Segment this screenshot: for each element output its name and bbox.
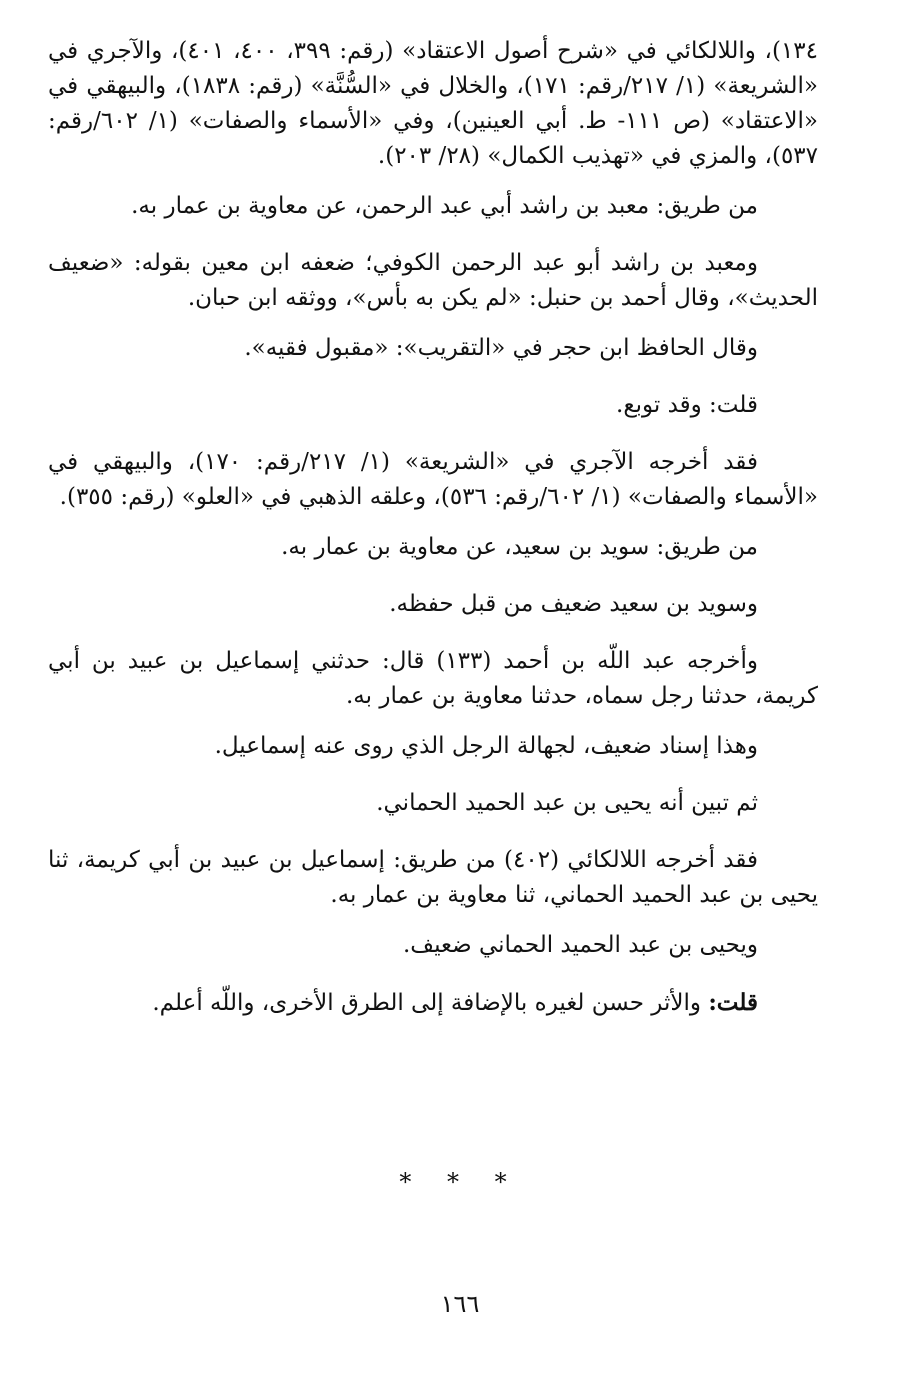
paragraph-chain-suwayd: من طريق: سويد بن سعيد، عن معاوية بن عمار به. [281,534,758,560]
paragraph-identified: ثم تبين أنه يحيى بن عبد الحميد الحماني. [376,790,758,816]
page-body [48,34,818,1043]
conclusion-text: والأثر حسن لغيره بالإضافة إلى الطرق الأخرى، واللّه أعلم. [152,990,701,1016]
paragraph-ibn-hajar: وقال الحافظ ابن حجر في «التقريب»: «مقبول فقيه». [244,335,758,361]
paragraph-chain-mabad: من طريق: معبد بن راشد أبي عبد الرحمن، عن معاوية بن عمار به. [131,193,758,219]
paragraph-abdullah-ahmad: وأخرجه عبد اللّه بن أحمد (١٣٣) قال: حدثني إسماعيل بن عبيد بن أبي كريمة، حدثنا رجل سماه، حدثنا معاوية بن عمار به. [48,648,818,709]
paragraph-conclusion [48,985,818,1021]
paragraph-lalakai: فقد أخرجه اللالكائي (٤٠٢) من طريق: إسماعيل بن عبيد بن أبي كريمة، ثنا يحيى بن عبد الحميد الحماني، ثنا معاوية بن عمار به. [48,847,818,908]
paragraph-mabad-grading: ومعبد بن راشد أبو عبد الرحمن الكوفي؛ ضعفه ابن معين بقوله: «ضعيف الحديث»، وقال أحمد بن حنبل: «لم يكن به بأس»، ووثقه ابن حبان. [48,250,818,311]
paragraph-suwayd-grading: وسويد بن سعيد ضعيف من قبل حفظه. [389,591,758,617]
paragraph-weak-isnad: وهذا إسناد ضعيف، لجهالة الرجل الذي روى عنه إسماعيل. [214,733,758,759]
conclusion-label: قلت: [708,989,758,1016]
section-separator: * * * [399,1168,521,1196]
paragraph-citations: ١٣٤)، واللالكائي في «شرح أصول الاعتقاد» (رقم: ٣٩٩، ٤٠٠، ٤٠١)، والآجري في «الشريعة» (١/ ٢١٧/رقم: ١٧١)، والخلال في «السُّنَّة» (رقم: ١٨٣٨)، والبيهقي في «الاعتقاد» (ص ١١١- ط. أبي العينين)، وفي «الأسماء والصفات» (١/ ٦٠٢/رقم: ٥٣٧)، والمزي في «تهذيب الكمال» (٢٨/ ٢٠٣). [48,38,819,169]
paragraph-corroborated: قلت: وقد توبع. [616,392,758,418]
paragraph-ajurri-bayhaqi: فقد أخرجه الآجري في «الشريعة» (١/ ٢١٧/رقم: ١٧٠)، والبيهقي في «الأسماء والصفات» (١/ ٦٠٢/رقم: ٥٣٦)، وعلقه الذهبي في «العلو» (رقم: ٣٥٥). [48,449,818,510]
paragraph-yahya-grading: ويحيى بن عبد الحميد الحماني ضعيف. [402,932,758,958]
page-number: ١٦٦ [440,1290,480,1318]
